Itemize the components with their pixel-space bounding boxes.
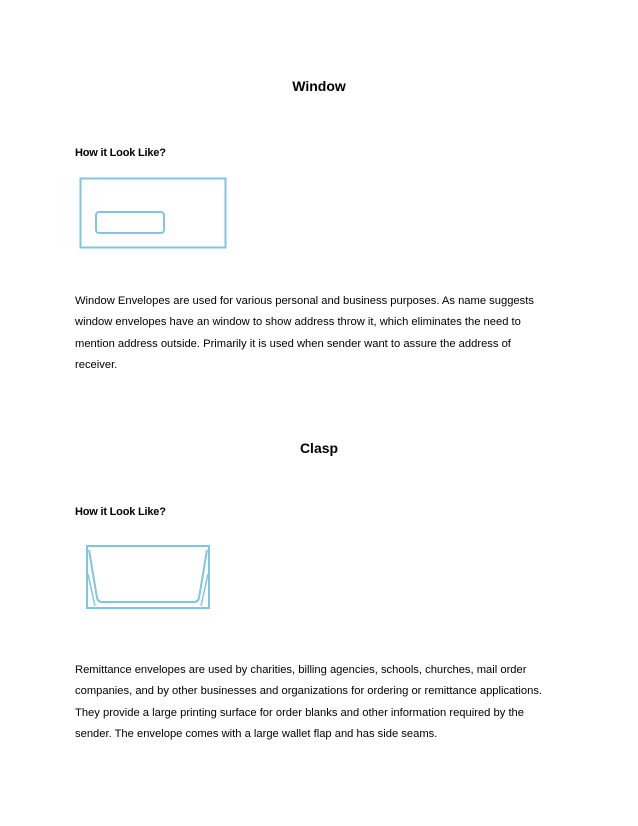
how-it-looks-label-clasp: How it Look Like?	[75, 506, 166, 518]
section-heading-clasp: Clasp	[299, 440, 339, 456]
paragraph-line: companies, and by other businesses and organizations for ordering or remittance applications.	[75, 685, 543, 698]
paragraph-line: Window Envelopes are used for various personal and business purposes. As name suggests	[75, 295, 534, 307]
paragraph-line: They provide a large printing surface for order blanks and other information required by the	[75, 706, 524, 719]
paragraph-line: sender. The envelope comes with a large wallet flap and has side seams.	[75, 727, 438, 740]
clasp-description	[75, 660, 555, 745]
paragraph-line: window envelopes have an window to show address throw it, which eliminates the need to	[75, 316, 521, 329]
paragraph-line: mention address outside. Primarily it is used when sender want to assure the address of	[75, 337, 511, 350]
paragraph-line: receiver.	[75, 358, 118, 371]
window-envelope-icon	[78, 176, 228, 250]
paragraph-line: Remittance envelopes are used by charities, billing agencies, schools, churches, mail order	[75, 664, 527, 676]
section-heading-window: Window	[292, 78, 346, 94]
how-it-looks-label-window: How it Look Like?	[75, 147, 166, 159]
window-description	[75, 291, 555, 376]
clasp-envelope-icon	[85, 544, 211, 612]
clasp-envelope-illustration	[85, 544, 211, 612]
window-envelope-illustration	[78, 176, 228, 250]
